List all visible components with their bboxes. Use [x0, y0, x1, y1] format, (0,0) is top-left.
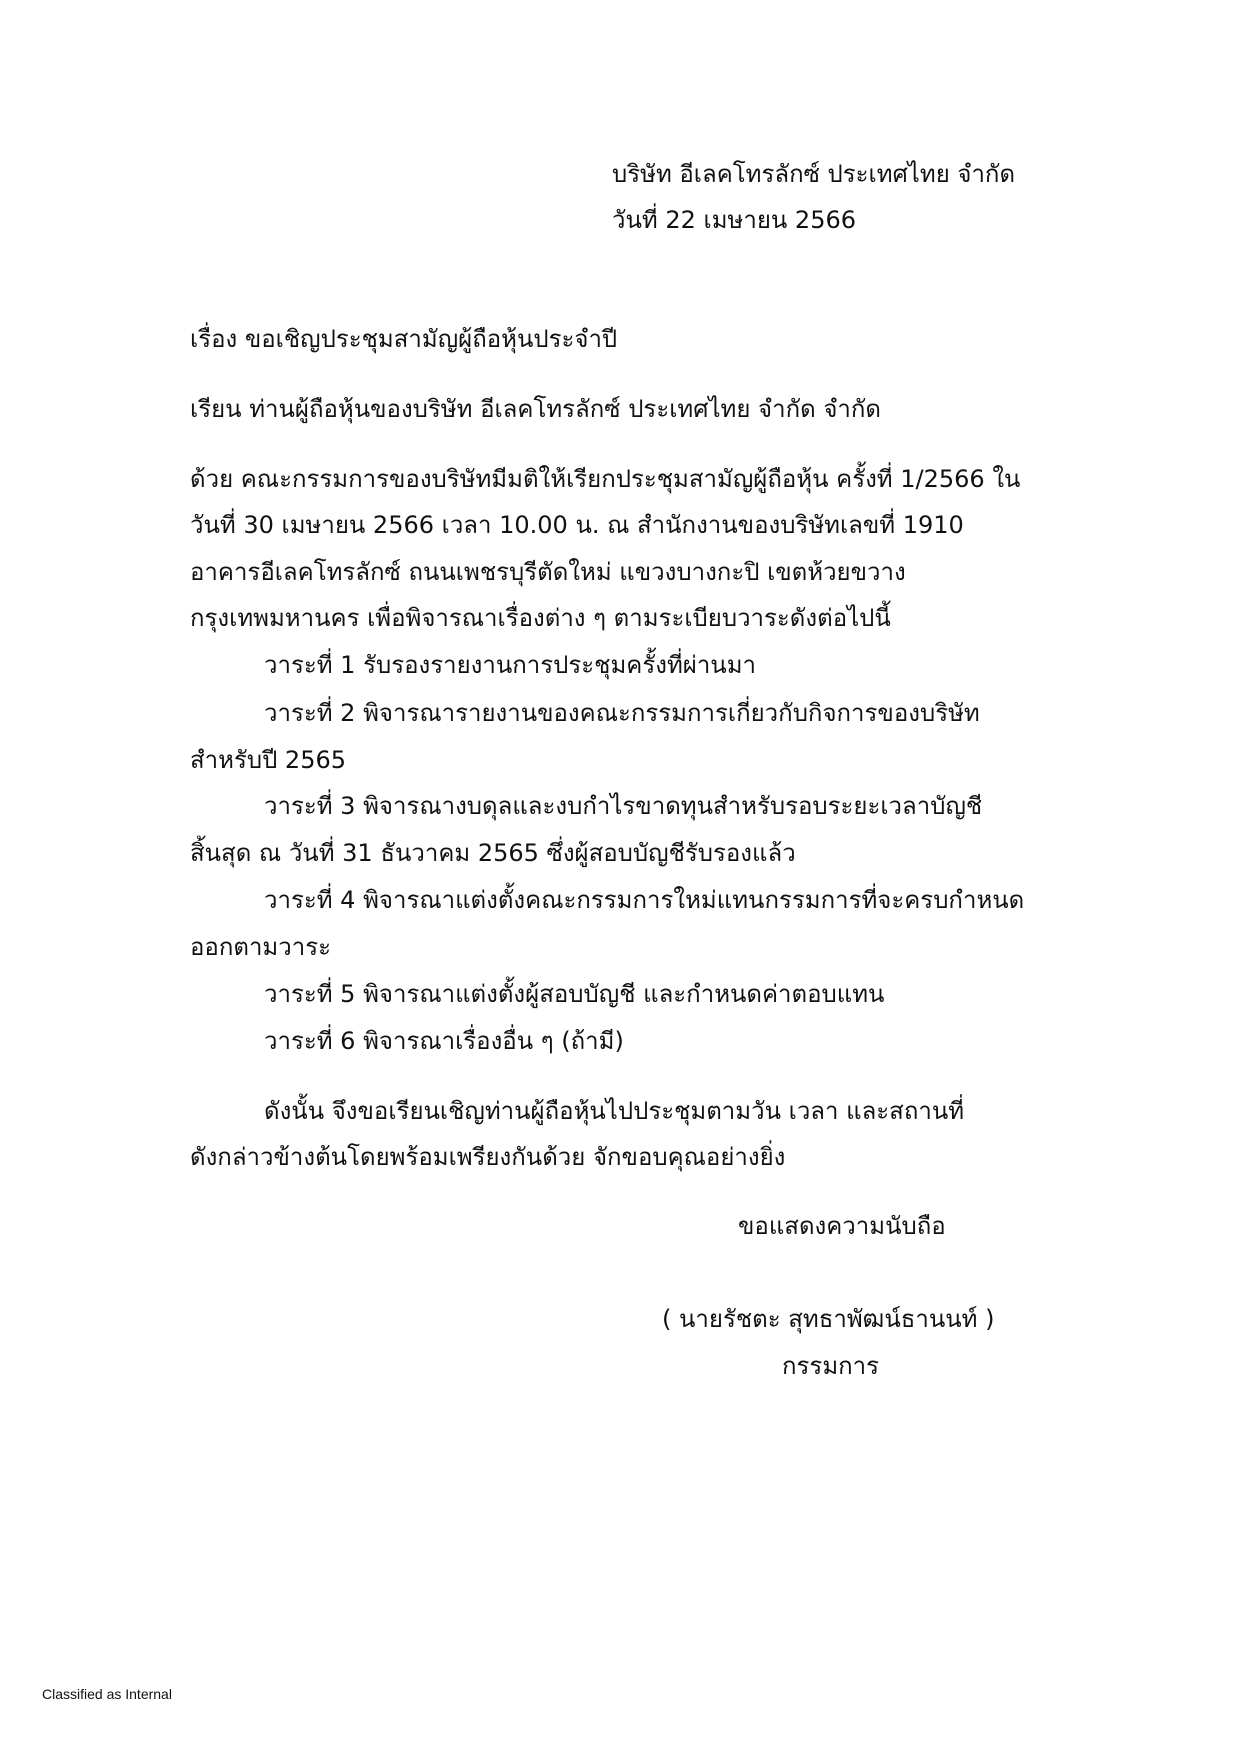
classification-footer: Classified as Internal: [42, 1686, 172, 1702]
agenda-item-3-continued: สิ้นสุด ณ วันที่ 31 ธันวาคม 2565 ซึ่งผู้สอบบัญชีรับรองแล้ว: [190, 839, 796, 867]
agenda-item-5: วาระที่ 5 พิจารณาแต่งตั้งผู้สอบบัญชี และกำหนดค่าตอบแทน: [264, 980, 885, 1008]
agenda-item-4-continued: ออกตามวาระ: [190, 933, 331, 961]
signatory-title: กรรมการ: [782, 1352, 880, 1380]
agenda-item-2: วาระที่ 2 พิจารณารายงานของคณะกรรมการเกี่ยวกับกิจการของบริษัท: [264, 699, 980, 727]
agenda-item-4: วาระที่ 4 พิจารณาแต่งตั้งคณะกรรมการใหม่แทนกรรมการที่จะครบกำหนด: [264, 886, 1025, 914]
agenda-item-6: วาระที่ 6 พิจารณาเรื่องอื่น ๆ (ถ้ามี): [264, 1027, 624, 1055]
intro-line: ด้วย คณะกรรมการของบริษัทมีมติให้เรียกประชุมสามัญผู้ถือหุ้น ครั้งที่ 1/2566 ใน: [190, 465, 1021, 493]
valediction: ขอแสดงความนับถือ: [738, 1212, 946, 1240]
letter-subject: เรื่อง ขอเชิญประชุมสามัญผู้ถือหุ้นประจำปี: [190, 325, 618, 353]
closing-line: ดังกล่าวข้างต้นโดยพร้อมเพรียงกันด้วย จักขอบคุณอย่างยิ่ง: [190, 1143, 786, 1171]
agenda-item-2-continued: สำหรับปี 2565: [190, 746, 347, 774]
letter-addressee: เรียน ท่านผู้ถือหุ้นของบริษัท อีเลคโทรลักซ์ ประเทศไทย จำกัด จำกัด: [190, 395, 881, 423]
intro-line: วันที่ 30 เมษายน 2566 เวลา 10.00 น. ณ สำนักงานของบริษัทเลขที่ 1910: [190, 511, 964, 539]
company-name: บริษัท อีเลคโทรลักซ์ ประเทศไทย จำกัด: [612, 160, 1016, 188]
agenda-item-1: วาระที่ 1 รับรองรายงานการประชุมครั้งที่ผ่านมา: [264, 651, 757, 679]
intro-line: อาคารอีเลคโทรลักซ์ ถนนเพชรบุรีตัดใหม่ แขวงบางกะปิ เขตห้วยขวาง: [190, 558, 906, 586]
closing-line: ดังนั้น จึงขอเรียนเชิญท่านผู้ถือหุ้นไปประชุมตามวัน เวลา และสถานที่: [264, 1097, 965, 1125]
intro-line: กรุงเทพมหานคร เพื่อพิจารณาเรื่องต่าง ๆ ตามระเบียบวาระดังต่อไปนี้: [190, 604, 891, 632]
agenda-item-3: วาระที่ 3 พิจารณางบดุลและงบกำไรขาดทุนสำหรับรอบระยะเวลาบัญชี: [264, 792, 983, 820]
letter-date: วันที่ 22 เมษายน 2566: [612, 206, 856, 234]
signatory-name: ( นายรัชตะ สุทธาพัฒน์ธานนท์ ): [662, 1305, 995, 1333]
